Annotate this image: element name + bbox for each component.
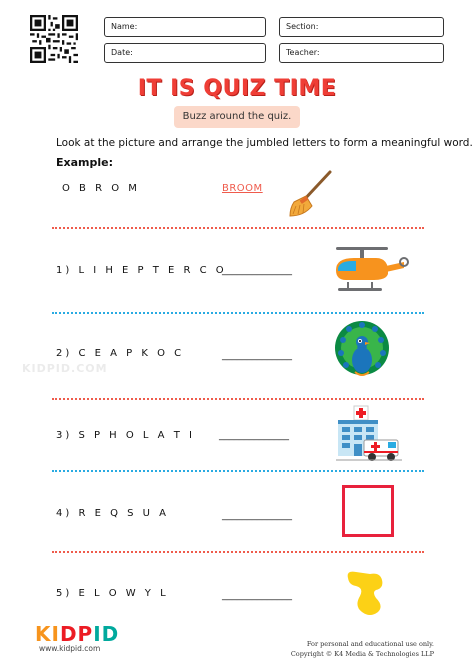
question-2-jumbled: 2) C E A P K O C bbox=[56, 348, 185, 359]
divider-red bbox=[52, 227, 424, 229]
watermark: KIDPID.COM bbox=[22, 362, 108, 375]
name-field[interactable] bbox=[104, 17, 266, 37]
page-title: IT IS QUIZ TIME bbox=[137, 76, 337, 101]
instructions: Look at the picture and arrange the jumbled letters to form a meaningful word. bbox=[56, 137, 473, 149]
example-answer: BROOM bbox=[222, 183, 263, 194]
teacher-field[interactable] bbox=[279, 43, 444, 63]
usage-note: For personal and educational use only. bbox=[306, 640, 434, 648]
website-url[interactable]: www.kidpid.com bbox=[39, 644, 101, 653]
divider-red bbox=[52, 551, 424, 553]
name-label: Name: bbox=[111, 22, 138, 31]
kidpid-logo: KIDPID bbox=[35, 622, 120, 646]
question-3-answer-line[interactable]: ______________ bbox=[219, 430, 289, 441]
question-4-jumbled: 4) R E Q S U A bbox=[56, 508, 169, 519]
example-label: Example: bbox=[56, 156, 113, 169]
peacock-icon bbox=[333, 320, 391, 380]
qr-code-icon bbox=[30, 15, 78, 63]
question-1-jumbled: 1) L I H E P T E R C O bbox=[56, 265, 227, 276]
question-5-jumbled: 5) E L O W Y L bbox=[56, 588, 169, 599]
section-field[interactable] bbox=[279, 17, 444, 37]
teacher-label: Teacher: bbox=[286, 48, 320, 57]
yellow-blob-icon bbox=[340, 566, 392, 618]
divider-blue bbox=[52, 312, 424, 314]
date-field[interactable] bbox=[104, 43, 266, 63]
broom-icon bbox=[284, 168, 336, 220]
divider-blue bbox=[52, 470, 424, 472]
question-4-answer-line[interactable]: ______________ bbox=[222, 510, 292, 521]
question-2-answer-line[interactable]: ______________ bbox=[222, 350, 292, 361]
question-3-jumbled: 3) S P H O L A T I bbox=[56, 430, 195, 441]
hospital-icon bbox=[334, 404, 404, 462]
copyright-note: Copyright © K4 Media & Technologies LLP bbox=[290, 650, 434, 658]
date-label: Date: bbox=[111, 48, 133, 57]
divider-red bbox=[52, 398, 424, 400]
question-1-answer-line[interactable]: ______________ bbox=[222, 265, 292, 276]
section-label: Section: bbox=[286, 22, 319, 31]
subtitle-banner: Buzz around the quiz. bbox=[174, 106, 300, 128]
helicopter-icon bbox=[328, 244, 412, 296]
square-icon bbox=[342, 485, 394, 537]
example-jumbled-word: O B R O M bbox=[62, 183, 140, 194]
question-5-answer-line[interactable]: ______________ bbox=[222, 590, 292, 601]
